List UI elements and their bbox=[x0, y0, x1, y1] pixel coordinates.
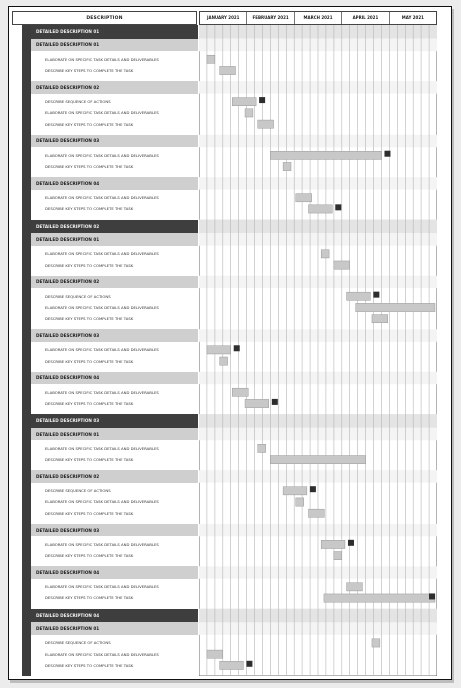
task-row: ELABORATE ON SPECIFIC TASK DETAILS AND DELIVERABLES bbox=[31, 387, 198, 398]
phase-row: DETAILED DESCRIPTION 04 bbox=[31, 566, 198, 579]
task-bar bbox=[258, 120, 274, 128]
month-header: MAY 2021 bbox=[401, 15, 424, 20]
milestone-marker bbox=[272, 399, 278, 405]
task-row: ELABORATE ON SPECIFIC TASK DETAILS AND DELIVERABLES bbox=[31, 150, 198, 161]
task-bar bbox=[321, 540, 345, 548]
task-bar bbox=[296, 194, 312, 202]
task-row: DESCRIBE KEY STEPS TO COMPLETE THE TASK bbox=[31, 260, 198, 271]
milestone-marker bbox=[348, 540, 354, 546]
milestone-marker bbox=[259, 97, 265, 103]
month-header: APRIL 2021 bbox=[342, 12, 389, 24]
task-row: DESCRIBE KEY STEPS TO COMPLETE THE TASK bbox=[31, 398, 198, 409]
task-bar bbox=[372, 639, 380, 647]
phase-row: DETAILED DESCRIPTION 01 bbox=[31, 39, 198, 52]
task-row: DESCRIBE KEY STEPS TO COMPLETE THE TASK bbox=[31, 313, 198, 324]
task-bar bbox=[258, 444, 266, 452]
task-row: DESCRIBE SEQUENCE OF ACTIONS bbox=[31, 96, 198, 107]
month-header: MARCH 2021 bbox=[295, 12, 342, 24]
milestone-marker bbox=[373, 292, 379, 298]
task-bar bbox=[308, 509, 324, 517]
task-row: DESCRIBE SEQUENCE OF ACTIONS bbox=[31, 291, 198, 302]
task-row: ELABORATE ON SPECIFIC TASK DETAILS AND DELIVERABLES bbox=[31, 344, 198, 355]
task-bar bbox=[270, 456, 365, 464]
task-bar bbox=[220, 661, 244, 669]
task-list bbox=[31, 25, 198, 676]
task-bar bbox=[334, 552, 342, 560]
phase-row: DETAILED DESCRIPTION 04 bbox=[31, 372, 198, 385]
task-bar bbox=[296, 498, 304, 506]
task-row: ELABORATE ON SPECIFIC TASK DETAILS AND DELIVERABLES bbox=[31, 496, 198, 507]
phase-row: DETAILED DESCRIPTION 02 bbox=[31, 470, 198, 483]
description-column-header: DESCRIPTION bbox=[12, 11, 197, 25]
milestone-marker bbox=[429, 593, 435, 599]
task-bar bbox=[232, 388, 248, 396]
task-bar bbox=[220, 357, 228, 365]
timeline-grid bbox=[199, 25, 437, 676]
task-bar bbox=[324, 594, 435, 602]
month-header: FEBRUARY 2021 bbox=[247, 12, 294, 24]
task-bar bbox=[356, 303, 435, 311]
task-row: ELABORATE ON SPECIFIC TASK DETAILS AND DELIVERABLES bbox=[31, 248, 198, 259]
left-gutter-bar bbox=[22, 25, 31, 676]
task-row: DESCRIBE KEY STEPS TO COMPLETE THE TASK bbox=[31, 161, 198, 172]
task-row: DESCRIBE KEY STEPS TO COMPLETE THE TASK bbox=[31, 550, 198, 561]
task-bar bbox=[283, 487, 307, 495]
task-bar bbox=[372, 315, 388, 323]
task-row: DESCRIBE KEY STEPS TO COMPLETE THE TASK bbox=[31, 660, 198, 671]
milestone-marker bbox=[246, 661, 252, 667]
task-row: DESCRIBE KEY STEPS TO COMPLETE THE TASK bbox=[31, 508, 198, 519]
task-row: ELABORATE ON SPECIFIC TASK DETAILS AND DELIVERABLES bbox=[31, 443, 198, 454]
task-bar bbox=[270, 151, 381, 159]
task-row: DESCRIBE SEQUENCE OF ACTIONS bbox=[31, 485, 198, 496]
task-row: DESCRIBE KEY STEPS TO COMPLETE THE TASK bbox=[31, 454, 198, 465]
task-row: ELABORATE ON SPECIFIC TASK DETAILS AND DELIVERABLES bbox=[31, 107, 198, 118]
task-bar bbox=[207, 55, 215, 63]
task-bar bbox=[207, 346, 231, 354]
task-row: DESCRIBE KEY STEPS TO COMPLETE THE TASK bbox=[31, 65, 198, 76]
timeline-header bbox=[199, 11, 437, 25]
task-bar bbox=[308, 205, 332, 213]
group-row: DETAILED DESCRIPTION 02 bbox=[31, 220, 198, 234]
task-bar bbox=[232, 98, 256, 106]
phase-row: DETAILED DESCRIPTION 02 bbox=[31, 276, 198, 289]
phase-row: DETAILED DESCRIPTION 03 bbox=[31, 329, 198, 342]
task-row: DESCRIBE KEY STEPS TO COMPLETE THE TASK bbox=[31, 356, 198, 367]
task-bar bbox=[207, 650, 223, 658]
task-row: ELABORATE ON SPECIFIC TASK DETAILS AND DELIVERABLES bbox=[31, 539, 198, 550]
task-bar bbox=[245, 399, 269, 407]
phase-row: DETAILED DESCRIPTION 01 bbox=[31, 622, 198, 635]
task-bar bbox=[347, 292, 371, 300]
phase-row: DETAILED DESCRIPTION 03 bbox=[31, 524, 198, 537]
milestone-marker bbox=[335, 204, 341, 210]
task-row: DESCRIBE SEQUENCE OF ACTIONS bbox=[31, 637, 198, 648]
task-bar bbox=[245, 109, 253, 117]
task-row: DESCRIBE KEY STEPS TO COMPLETE THE TASK bbox=[31, 592, 198, 603]
milestone-marker bbox=[384, 151, 390, 157]
task-row: ELABORATE ON SPECIFIC TASK DETAILS AND DELIVERABLES bbox=[31, 581, 198, 592]
task-bar bbox=[334, 261, 350, 269]
task-row: ELABORATE ON SPECIFIC TASK DETAILS AND DELIVERABLES bbox=[31, 649, 198, 660]
task-row: DESCRIBE KEY STEPS TO COMPLETE THE TASK bbox=[31, 203, 198, 214]
task-row: ELABORATE ON SPECIFIC TASK DETAILS AND DELIVERABLES bbox=[31, 54, 198, 65]
group-row: DETAILED DESCRIPTION 01 bbox=[31, 25, 198, 39]
task-row: ELABORATE ON SPECIFIC TASK DETAILS AND DELIVERABLES bbox=[31, 192, 198, 203]
task-bar bbox=[283, 162, 291, 170]
milestone-marker bbox=[234, 345, 240, 351]
phase-row: DETAILED DESCRIPTION 02 bbox=[31, 81, 198, 94]
phase-row: DETAILED DESCRIPTION 01 bbox=[31, 428, 198, 441]
task-row: ELABORATE ON SPECIFIC TASK DETAILS AND DELIVERABLES bbox=[31, 302, 198, 313]
month-header: JANUARY 2021 bbox=[200, 12, 247, 24]
phase-row: DETAILED DESCRIPTION 01 bbox=[31, 233, 198, 246]
task-row: DESCRIBE KEY STEPS TO COMPLETE THE TASK bbox=[31, 119, 198, 130]
task-bar bbox=[321, 250, 329, 258]
phase-row: DETAILED DESCRIPTION 03 bbox=[31, 135, 198, 148]
task-bar bbox=[220, 66, 236, 74]
group-row: DETAILED DESCRIPTION 04 bbox=[31, 609, 198, 623]
task-bar bbox=[347, 583, 363, 591]
phase-row: DETAILED DESCRIPTION 04 bbox=[31, 177, 198, 190]
group-row: DETAILED DESCRIPTION 03 bbox=[31, 414, 198, 428]
milestone-marker bbox=[310, 486, 316, 492]
